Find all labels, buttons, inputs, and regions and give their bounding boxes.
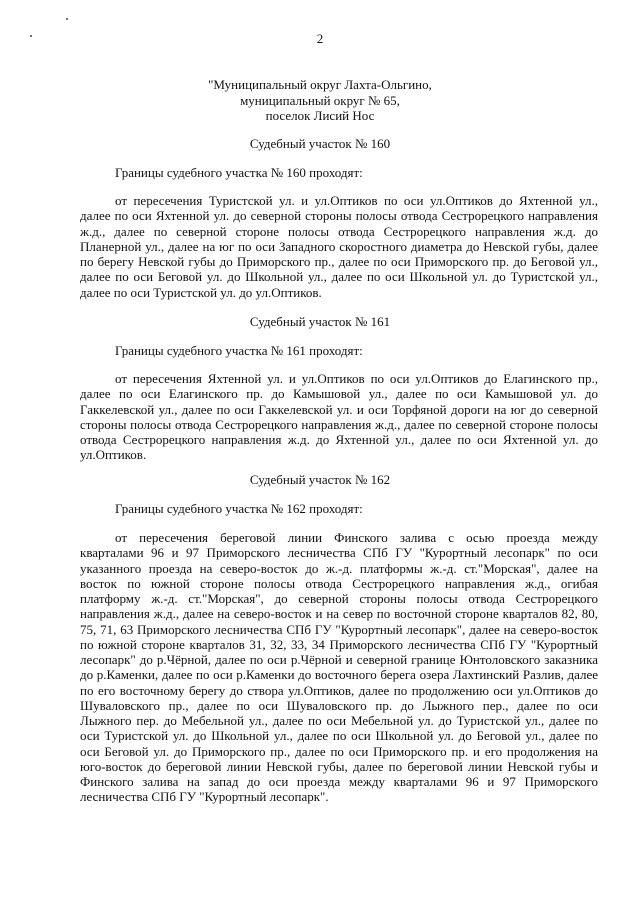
paragraph-line: по южной стороне кварталов 31, 32, 33, 34 Приморского лесничества СПб ГУ "Курортный bbox=[80, 636, 598, 652]
paragraph-line: далее по оси Беговой ул. до Школьной ул., далее по оси Школьной ул. до Туристской ул., bbox=[80, 269, 598, 285]
section-title: Судебный участок № 161 bbox=[249, 314, 391, 329]
paragraph-line: лесничества СПб ГУ "Курортный лесопарк". bbox=[80, 789, 329, 805]
paragraph-line: юго-восток до береговой линии Невской губы, далее по береговой линии Невской губы и bbox=[80, 758, 598, 774]
paragraph-line: Лыжного пер. до Мебельной ул., далее по оси Мебельной ул. до Туристской ул., далее по bbox=[80, 713, 598, 728]
paragraph-line: направления ж.д., далее на северо-восток и на север по восточной стороне кварталов 82, 80, bbox=[80, 606, 598, 622]
page-number: 2 bbox=[316, 31, 324, 46]
paragraph-line: кварталами 96 и 97 Приморского лесничества СПб ГУ "Курортный лесопарк" по оси bbox=[80, 545, 598, 561]
paragraph-line: ж.д., далее по северной стороне полосы отвода Сестрорецкого направления ж.д. до bbox=[80, 223, 598, 239]
header-line: "Муниципальный округ Лахта-Ольгино, bbox=[208, 77, 432, 92]
paragraph-line: далее по оси Яхтенной ул. до северной стороны полосы отвода Сестрорецкого направления bbox=[80, 208, 598, 224]
paragraph-line: от пересечения Яхтенной ул. и ул.Оптиков по оси ул.Оптиков до Елагинского пр., bbox=[115, 371, 598, 386]
section-intro: Границы судебного участка № 161 проходят: bbox=[115, 343, 363, 358]
paragraph-line: отвода Сестрорецкого направления ж.д. до Яхтенной ул., далее по оси Яхтенной ул. до bbox=[80, 432, 598, 447]
paragraph-line: указанного проезда на северо-восток до ж.-д. платформы ж.-д. ст."Морская", далее на bbox=[80, 560, 598, 576]
paragraph-line: лесопарк" до р.Чёрной, далее по оси р.Чёрной и северной границе Юнтоловского заказника bbox=[80, 652, 598, 667]
paragraph-line: оси Туристской ул. до Школьной ул., далее по оси Школьной ул. до Беговой ул., далее по bbox=[80, 728, 598, 744]
paragraph-line: от пересечения Туристской ул. и ул.Оптиков по оси ул.Оптиков до Яхтенной ул., bbox=[115, 193, 598, 208]
paragraph-line: ул.Оптиков. bbox=[80, 447, 147, 463]
header-line: муниципальный округ № 65, bbox=[240, 93, 400, 108]
section-title: Судебный участок № 162 bbox=[249, 472, 391, 487]
paragraph-line: восток по южной стороне полосы отвода Сестрорецкого направления ж.д., огибая bbox=[80, 575, 598, 591]
paragraph-line: 75, 71, 63 Приморского лесничества СПб ГУ "Курортный лесопарк", далее на северо-восток bbox=[80, 621, 598, 637]
paragraph-line: Гаккелевской ул., далее по оси Гаккелевской ул. и оси Торфяной дороги на юг до северной bbox=[80, 401, 598, 417]
section-title: Судебный участок № 160 bbox=[249, 136, 391, 151]
paragraph-line: Финского залива на запад до оси проезда между кварталами 96 и 97 Приморского bbox=[80, 774, 598, 789]
section-intro: Границы судебного участка № 160 проходят: bbox=[115, 165, 363, 180]
paragraph-line: до р.Каменки, далее по оси р.Каменки до восточного берега озера Лахтинский Разлив, далее bbox=[80, 667, 598, 683]
paragraph-line: Планерной ул., далее на юг по оси Западного скоростного диаметра до Невской губы, далее bbox=[80, 238, 598, 254]
paragraph-line: по берегу Невской губы до Приморского пр., далее по оси Приморского пр. до Беговой ул., bbox=[80, 254, 598, 269]
paragraph-line: далее по оси Елагинского пр. до Камышовой ул., далее по оси Камышовой ул. до bbox=[80, 386, 598, 402]
scan-speck bbox=[66, 18, 68, 20]
section-intro: Границы судебного участка № 162 проходят: bbox=[115, 501, 363, 516]
paragraph-line: далее по оси Туристской ул. до ул.Оптиков. bbox=[80, 284, 322, 300]
header-line: поселок Лисий Нос bbox=[265, 108, 375, 123]
paragraph-line: от пересечения береговой линии Финского залива с осью проезда между bbox=[115, 530, 598, 545]
paragraph-line: платформу ж.-д. ст."Морская", до северной стороны полосы отвода Сестрорецкого bbox=[80, 591, 598, 606]
paragraph-line: стороны полосы отвода Сестрорецкого направления ж.д., далее по северной стороне полосы bbox=[80, 416, 598, 432]
paragraph-line: Шуваловского пр., далее по оси Шуваловского пр. до Лыжного пер., далее по оси bbox=[80, 697, 598, 713]
paragraph-line: по его восточному берегу до створа ул.Оптиков, далее по продолжению оси ул.Оптиков до bbox=[80, 682, 598, 698]
paragraph-line: оси Беговой ул. до Приморского пр., далее по оси Приморского пр. и его продолжения на bbox=[80, 743, 598, 759]
